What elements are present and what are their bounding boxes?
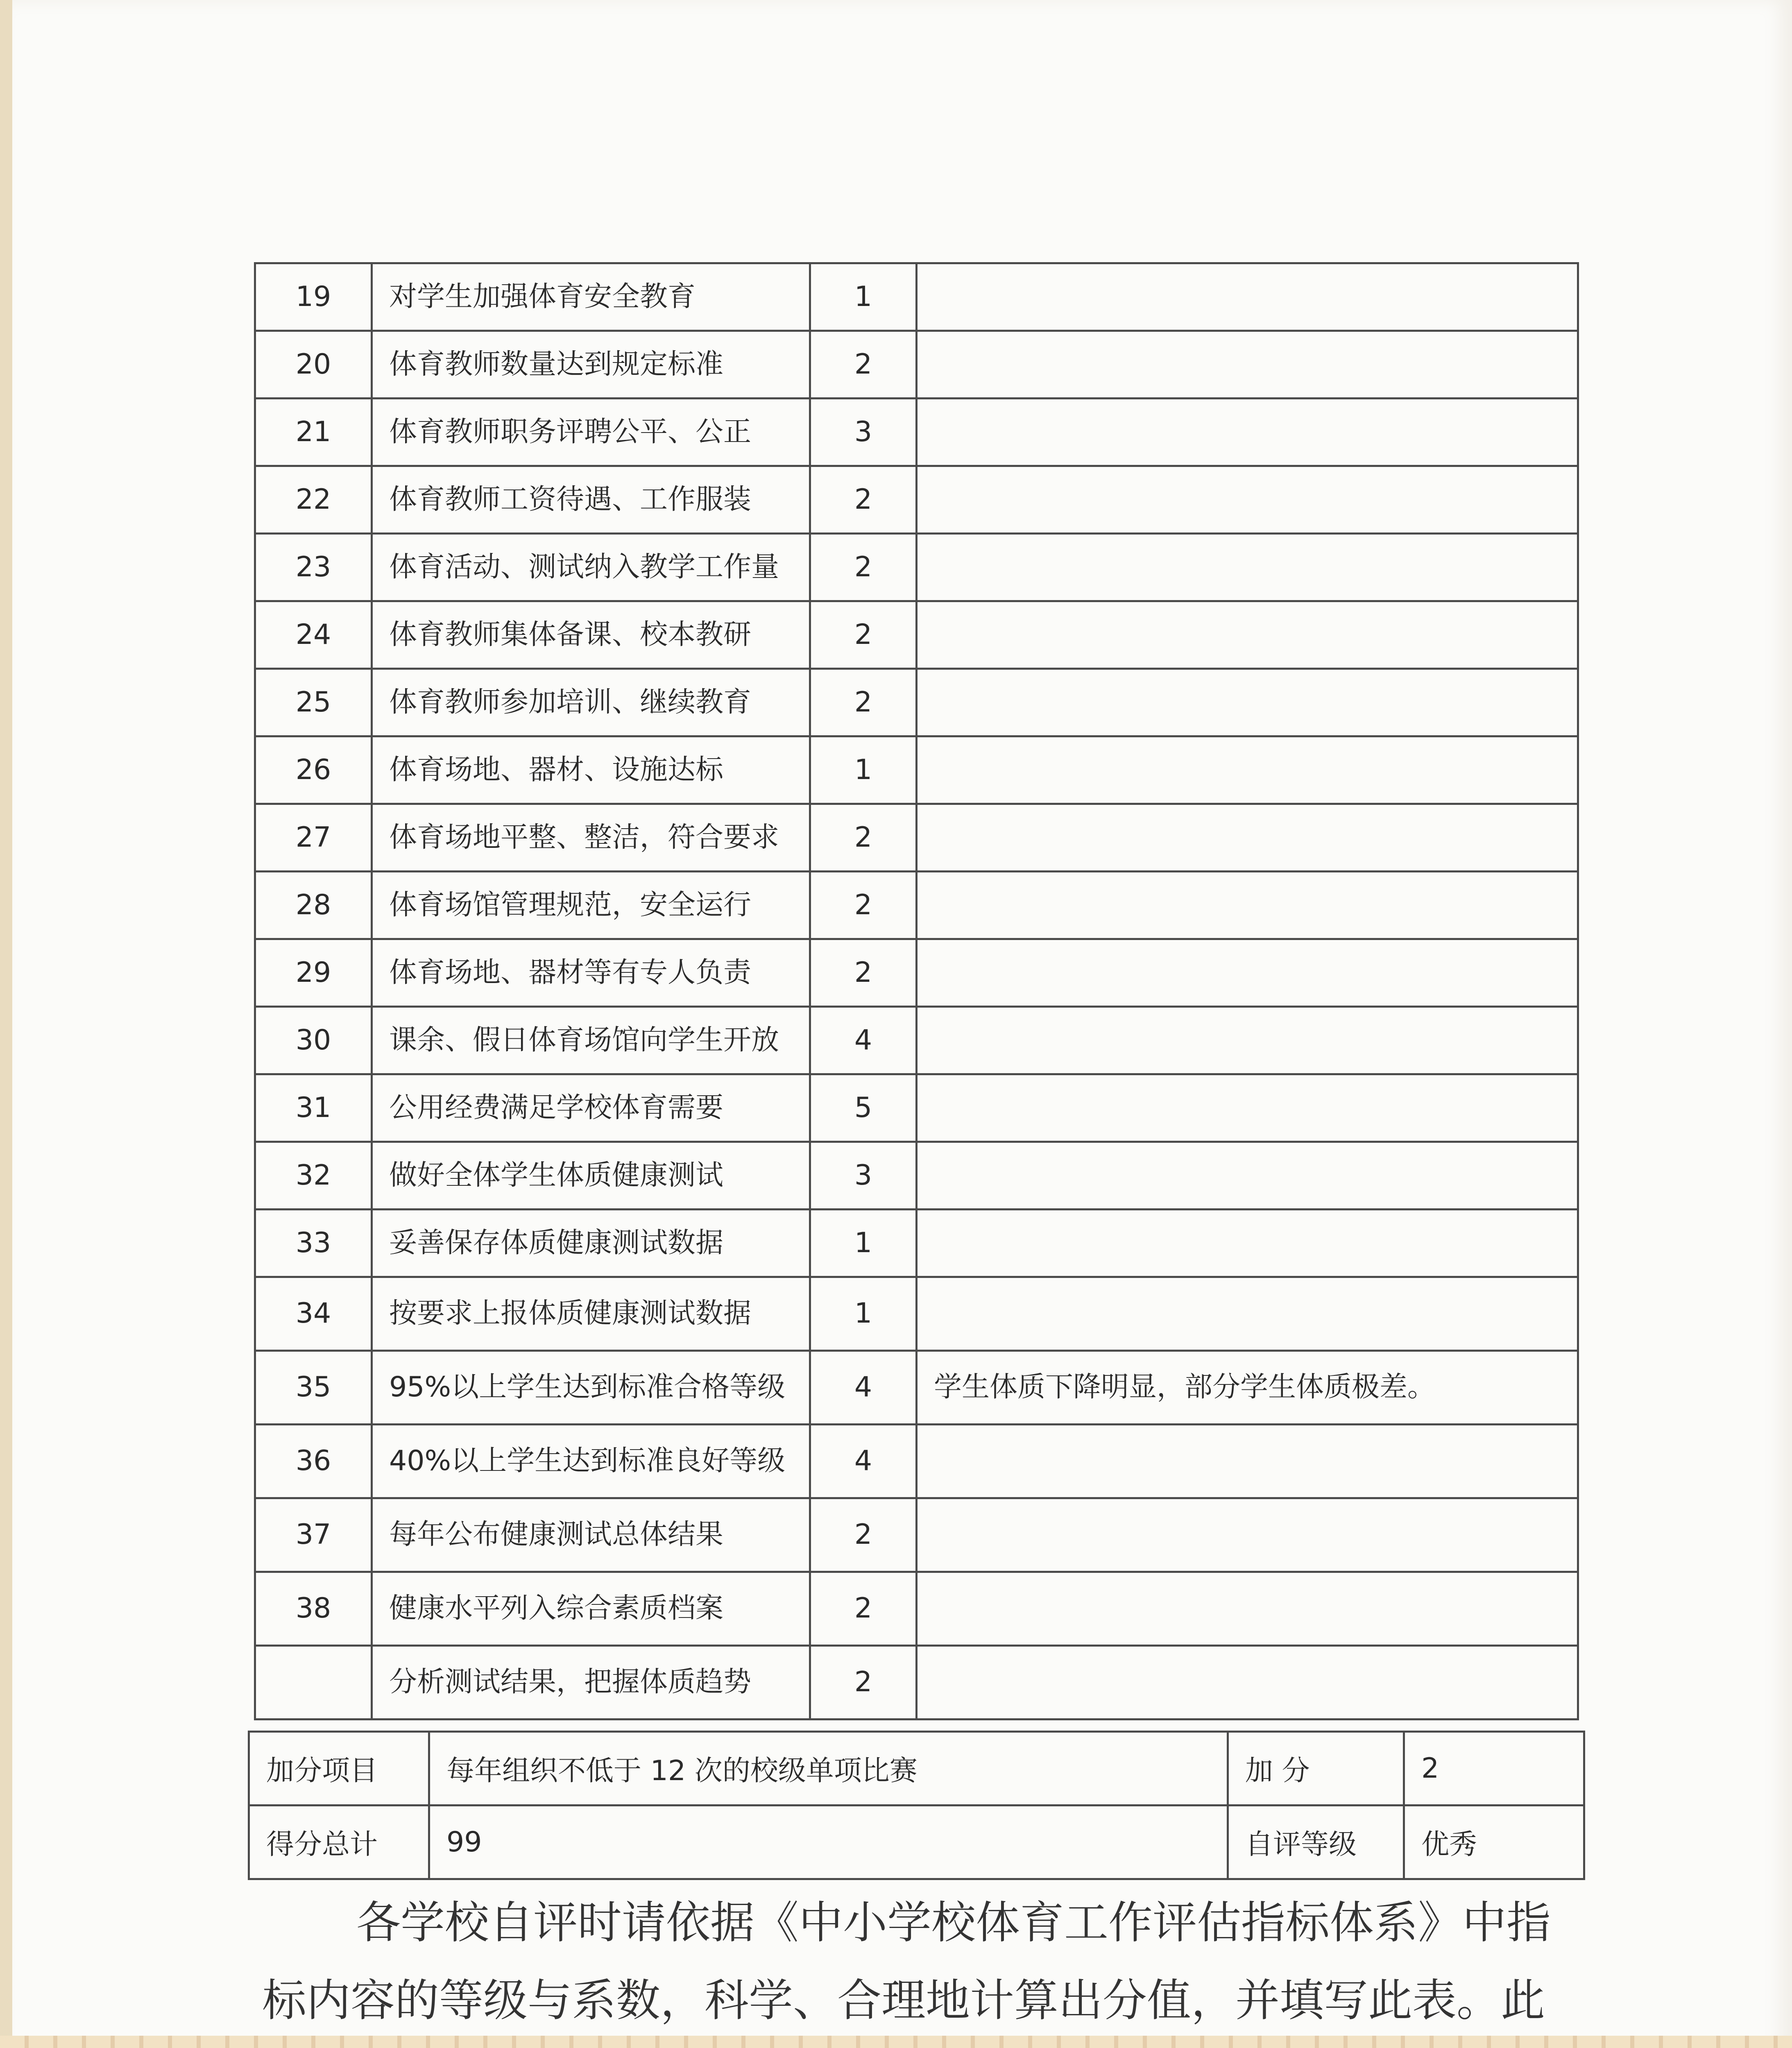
row-remark	[917, 1142, 1578, 1210]
row-indicator: 体育活动、测试纳入教学工作量	[372, 534, 810, 601]
summary-table	[248, 1731, 1585, 1880]
table-row	[255, 736, 1578, 804]
row-score: 2	[810, 1572, 917, 1646]
table-row	[255, 872, 1578, 939]
table-row	[255, 1074, 1578, 1142]
table-row	[255, 1572, 1578, 1646]
row-indicator: 体育教师数量达到规定标准	[372, 331, 810, 399]
total-value: 99	[429, 1806, 1228, 1879]
row-score: 5	[810, 1074, 917, 1142]
row-number: 21	[255, 399, 372, 466]
row-number: 28	[255, 872, 372, 939]
row-remark	[917, 399, 1578, 466]
grade-label: 自评等级	[1228, 1806, 1404, 1879]
row-number: 23	[255, 534, 372, 601]
bonus-points-label: 加 分	[1228, 1732, 1404, 1806]
row-number	[255, 1646, 372, 1720]
row-number: 19	[255, 263, 372, 331]
row-indicator: 体育教师参加培训、继续教育	[372, 669, 810, 736]
row-score: 1	[810, 263, 917, 331]
row-score: 2	[810, 669, 917, 736]
instruction-paragraph: 各学校自评时请依据《中小学校体育工作评估指标体系》中指标内容的等级与系数，科学、合理地计算出分值，并填写此表。此	[262, 1897, 1551, 2026]
row-number: 24	[255, 601, 372, 669]
row-score: 2	[810, 331, 917, 399]
row-score: 1	[810, 736, 917, 804]
total-label: 得分总计	[249, 1806, 429, 1879]
row-score: 2	[810, 939, 917, 1007]
row-remark	[917, 736, 1578, 804]
row-indicator: 做好全体学生体质健康测试	[372, 1142, 810, 1210]
row-indicator: 妥善保存体质健康测试数据	[372, 1210, 810, 1277]
row-score: 2	[810, 804, 917, 872]
table-row	[255, 669, 1578, 736]
row-number: 26	[255, 736, 372, 804]
evaluation-table	[254, 262, 1579, 1720]
row-number: 29	[255, 939, 372, 1007]
row-indicator: 体育场地、器材等有专人负责	[372, 939, 810, 1007]
evaluation-table-body	[255, 263, 1578, 1720]
row-remark	[917, 1277, 1578, 1351]
table-row	[255, 1425, 1578, 1498]
grade-value: 优秀	[1404, 1806, 1584, 1879]
row-number: 27	[255, 804, 372, 872]
row-remark	[917, 1646, 1578, 1720]
row-score: 2	[810, 601, 917, 669]
row-number: 35	[255, 1351, 372, 1425]
table-row	[255, 804, 1578, 872]
table-row	[255, 331, 1578, 399]
table-row	[255, 1142, 1578, 1210]
row-indicator: 体育教师职务评聘公平、公正	[372, 399, 810, 466]
row-number: 33	[255, 1210, 372, 1277]
row-remark	[917, 263, 1578, 331]
row-score: 1	[810, 1277, 917, 1351]
bonus-item: 每年组织不低于 12 次的校级单项比赛	[429, 1732, 1228, 1806]
row-indicator: 体育教师集体备课、校本教研	[372, 601, 810, 669]
total-row	[249, 1806, 1584, 1879]
row-score: 4	[810, 1425, 917, 1498]
row-remark	[917, 872, 1578, 939]
row-score: 4	[810, 1351, 917, 1425]
row-indicator: 体育教师工资待遇、工作服装	[372, 466, 810, 534]
row-score: 2	[810, 872, 917, 939]
table-row	[255, 1646, 1578, 1720]
row-indicator: 课余、假日体育场馆向学生开放	[372, 1007, 810, 1074]
bonus-row	[249, 1732, 1584, 1806]
row-remark	[917, 331, 1578, 399]
bonus-label: 加分项目	[249, 1732, 429, 1806]
row-number: 22	[255, 466, 372, 534]
row-remark	[917, 804, 1578, 872]
row-remark	[917, 939, 1578, 1007]
row-remark	[917, 669, 1578, 736]
table-row	[255, 601, 1578, 669]
row-number: 34	[255, 1277, 372, 1351]
row-remark	[917, 1074, 1578, 1142]
row-score: 2	[810, 1646, 917, 1720]
row-score: 3	[810, 399, 917, 466]
row-indicator: 按要求上报体质健康测试数据	[372, 1277, 810, 1351]
row-indicator: 对学生加强体育安全教育	[372, 263, 810, 331]
row-score: 2	[810, 466, 917, 534]
row-remark	[917, 1425, 1578, 1498]
row-indicator: 体育场地平整、整洁，符合要求	[372, 804, 810, 872]
row-number: 38	[255, 1572, 372, 1646]
row-indicator: 40%以上学生达到标准良好等级	[372, 1425, 810, 1498]
row-indicator: 公用经费满足学校体育需要	[372, 1074, 810, 1142]
table-row	[255, 1351, 1578, 1425]
table-row	[255, 534, 1578, 601]
row-remark	[917, 466, 1578, 534]
row-score: 2	[810, 1498, 917, 1572]
row-remark	[917, 1572, 1578, 1646]
row-number: 30	[255, 1007, 372, 1074]
row-number: 31	[255, 1074, 372, 1142]
row-number: 25	[255, 669, 372, 736]
row-number: 37	[255, 1498, 372, 1572]
row-remark	[917, 601, 1578, 669]
row-remark	[917, 1210, 1578, 1277]
row-remark	[917, 1007, 1578, 1074]
row-remark	[917, 534, 1578, 601]
table-row	[255, 399, 1578, 466]
table-row	[255, 1210, 1578, 1277]
row-score: 2	[810, 534, 917, 601]
table-row	[255, 466, 1578, 534]
row-indicator: 健康水平列入综合素质档案	[372, 1572, 810, 1646]
row-number: 36	[255, 1425, 372, 1498]
row-score: 4	[810, 1007, 917, 1074]
row-score: 3	[810, 1142, 917, 1210]
row-indicator: 每年公布健康测试总体结果	[372, 1498, 810, 1572]
row-indicator: 分析测试结果，把握体质趋势	[372, 1646, 810, 1720]
row-indicator: 体育场馆管理规范，安全运行	[372, 872, 810, 939]
table-row	[255, 939, 1578, 1007]
row-score: 1	[810, 1210, 917, 1277]
table-row	[255, 1007, 1578, 1074]
bonus-points: 2	[1404, 1732, 1584, 1806]
table-row	[255, 263, 1578, 331]
table-row	[255, 1498, 1578, 1572]
row-number: 32	[255, 1142, 372, 1210]
row-number: 20	[255, 331, 372, 399]
row-remark	[917, 1498, 1578, 1572]
row-indicator: 体育场地、器材、设施达标	[372, 736, 810, 804]
row-indicator: 95%以上学生达到标准合格等级	[372, 1351, 810, 1425]
row-remark: 学生体质下降明显，部分学生体质极差。	[917, 1351, 1578, 1425]
table-row	[255, 1277, 1578, 1351]
